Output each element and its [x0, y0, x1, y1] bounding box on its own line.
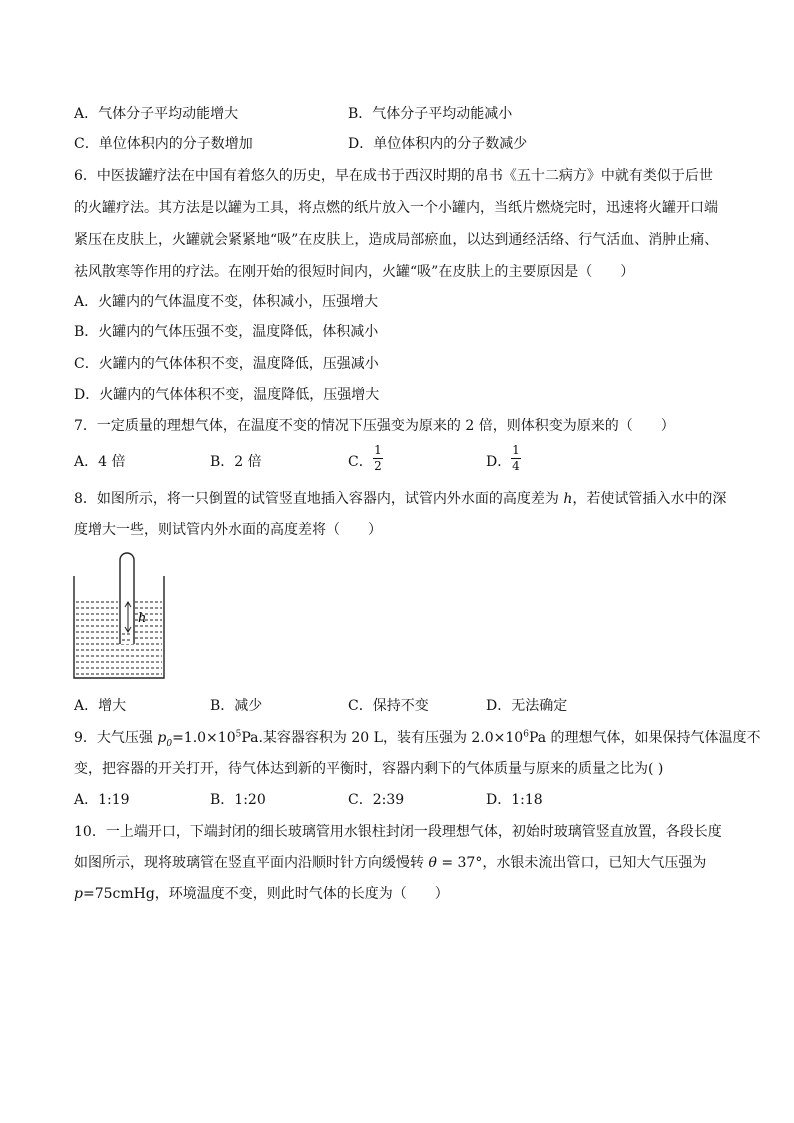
water-surface-hatching	[76, 602, 162, 674]
q6-option-c: C．火罐内的气体体积不变，温度降低，压强减小	[74, 356, 379, 372]
q8-var-h: h	[563, 491, 573, 507]
q9-stem-line-1: 9．大气压强 $p_0=1.0\times 10^5Pa$.某容器容积为 20 L，装有压强为 $2.0\times 10^6Pa$ 的理想气体，如果保持气体温度不	[74, 729, 761, 749]
q7-option-c-fraction	[373, 444, 383, 473]
q6-stem-line-1: 6．中医拔罐疗法在中国有着悠久的历史，早在成书于西汉时期的帛书《五十二病方》中就有类似于后世	[74, 168, 713, 184]
container	[74, 576, 164, 678]
q7-d-denominator: 4	[512, 459, 520, 473]
q7-option-d-fraction	[511, 444, 521, 473]
q6-stem-line-2: 的火罐疗法。其方法是以罐为工具，将点燃的纸片放入一个小罐内，当纸片燃烧完时，迅速将火罐开口端	[74, 200, 718, 216]
test-tube-figure	[70, 550, 170, 682]
q7-d-numerator: 1	[512, 443, 520, 457]
q9-option-c: C．2:39	[348, 792, 405, 808]
q6-option-d: D．火罐内的气体体积不变，温度降低，压强增大	[74, 387, 380, 403]
q6-stem-line-3: 紧压在皮肤上，火罐就会紧紧地“吸”在皮肤上，造成局部瘀血，以达到通经活络、行气活血、消肿止痛、	[74, 232, 719, 248]
q7-stem: 7．一定质量的理想气体，在温度不变的情况下压强变为原来的 2 倍，则体积变为原来的（ ）	[74, 418, 675, 434]
q10-stem-line-3: p=75cmHg，环境温度不变，则此时气体的长度为（ ）	[74, 886, 449, 902]
q8-option-a: A．增大	[74, 698, 127, 714]
q8-option-d: D．无法确定	[486, 698, 568, 714]
q7-option-c: C．	[348, 454, 373, 470]
q6-stem-line-4: 祛风散寒等作用的疗法。在刚开始的很短时间内，火罐“吸”在皮肤上的主要原因是（ ）	[74, 264, 635, 280]
q8-option-c: C．保持不变	[348, 698, 429, 714]
q5-option-c: C．单位体积内的分子数增加	[74, 136, 253, 152]
q5-option-a: A．气体分子平均动能增大	[74, 106, 239, 122]
figure-label-h: h	[138, 611, 147, 626]
q9-option-a: A．1:19	[74, 792, 130, 808]
q5-option-b: B．气体分子平均动能减小	[348, 106, 513, 122]
q7-option-b: B．2 倍	[210, 454, 262, 470]
q9-option-b: B．1:20	[210, 792, 266, 808]
q10-stem-line-1: 10．一上端开口，下端封闭的细长玻璃管用水银柱封闭一段理想气体，初始时玻璃管竖直放置，各段长度	[74, 824, 722, 840]
q10-stem-line-2: 如图所示，现将玻璃管在竖直平面内沿顺时针方向缓慢转 θ = 37°，水银未流出管口，已知大气压强为	[74, 855, 707, 871]
q7-c-numerator: 1	[374, 443, 382, 457]
q9-stem-line-2: 变，把容器的开关打开，待气体达到新的平衡时，容器内剩下的气体质量与原来的质量之比为( )	[74, 761, 664, 777]
q8-option-b: B．减少	[210, 698, 263, 714]
q7-option-d: D．	[486, 454, 512, 470]
q7-option-a: A．4 倍	[74, 454, 126, 470]
q6-option-a: A．火罐内的气体温度不变，体积减小，压强增大	[74, 294, 379, 310]
q8-stem-line-2: 度增大一些，则试管内外水面的高度差将（ ）	[74, 522, 382, 538]
q7-c-denominator: 2	[374, 459, 382, 473]
q5-option-d: D．单位体积内的分子数减少	[348, 136, 528, 152]
q6-option-b: B．火罐内的气体压强不变，温度降低，体积减小	[74, 324, 379, 340]
q8-stem-line-1: 8．如图所示，将一只倒置的试管竖直地插入容器内，试管内外水面的高度差为 h，若使试管插入水中的深	[74, 491, 727, 507]
q9-option-d: D．1:18	[486, 792, 543, 808]
